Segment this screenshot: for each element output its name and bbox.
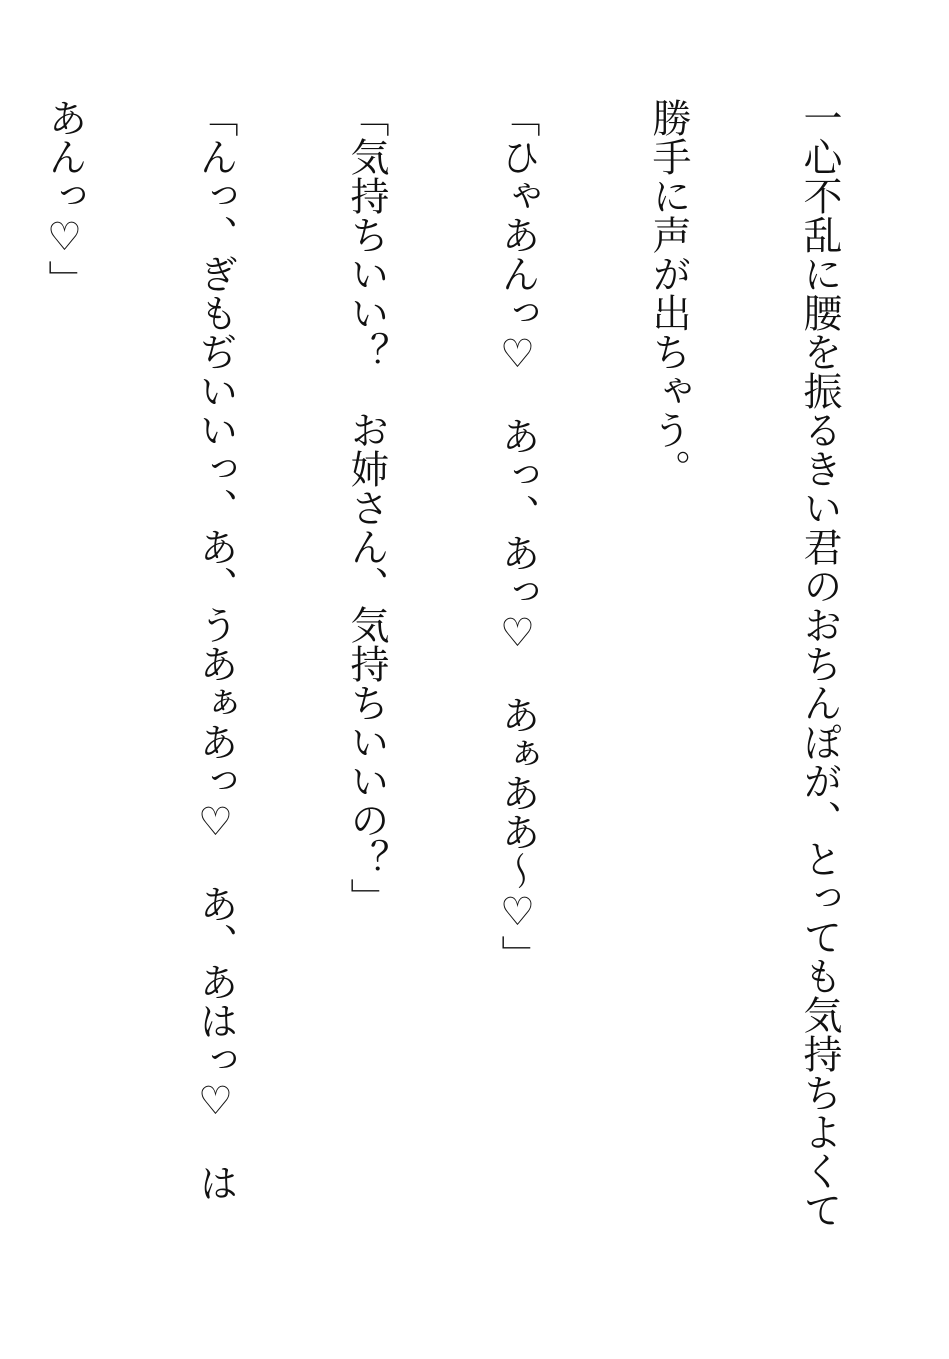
dialogue-paragraph: 「気持ちいい？ お姉さん、気持ちいいの？」 (344, 98, 389, 917)
dialogue-paragraph: 「ひゃあんっ♡ あっ、あっ♡ あぁああ〜♡」 (495, 98, 540, 974)
dialogue-paragraph: 「んっ、ぎもぢいいっ、あ、うあぁあっ♡ あ、あはっ♡ はあんっ♡」 (42, 98, 238, 1202)
novel-text-block (0, 98, 895, 1238)
narration-paragraph: 一心不乱に腰を振るきい君のおちんぽが、とっても気持ちよくて勝手に声が出ちゃう。 (646, 98, 842, 1229)
